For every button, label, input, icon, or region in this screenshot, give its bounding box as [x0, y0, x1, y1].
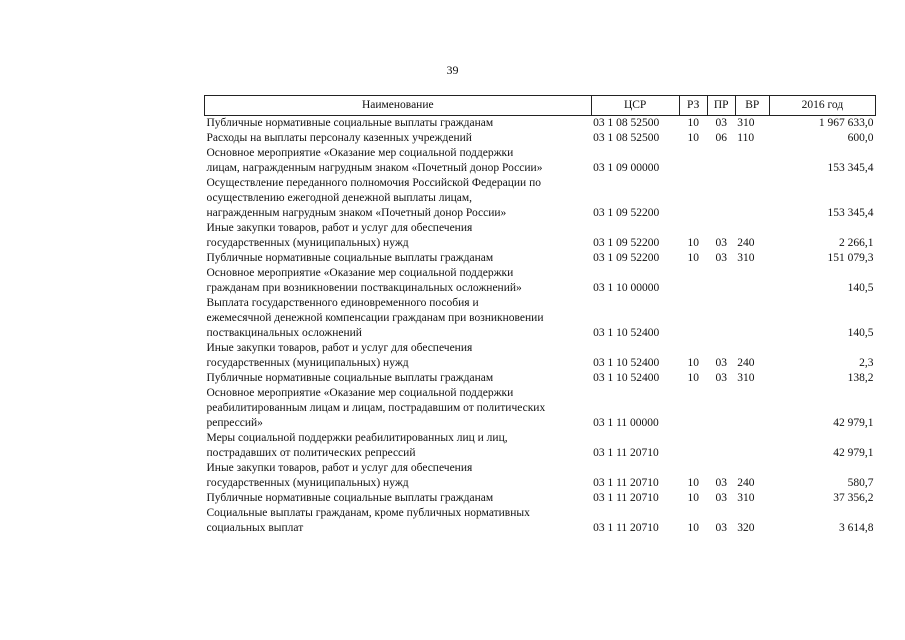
- row-pr: [707, 146, 735, 176]
- row-vr: [735, 176, 769, 221]
- row-vr: [735, 296, 769, 341]
- page-number: 39: [446, 63, 459, 77]
- row-name-line: Иные закупки товаров, работ и услуг для обеспечения: [206, 342, 473, 354]
- table-row: [205, 386, 876, 431]
- row-name-line: пострадавших от политических репрессий: [206, 447, 416, 459]
- table-row: [205, 221, 876, 251]
- row-rz: 10: [687, 492, 699, 504]
- row-name-line: Основное мероприятие «Оказание мер социальной поддержки: [206, 387, 514, 399]
- header-rz: РЗ: [679, 96, 707, 116]
- row-rz: [679, 386, 707, 431]
- row-csr: 03 1 11 20710: [593, 492, 659, 504]
- row-name-line: осуществлению ежегодной денежной выплаты лицам,: [206, 192, 473, 204]
- row-name: [205, 491, 592, 506]
- row-csr: 03 1 11 20710: [593, 477, 659, 489]
- row-name: [205, 296, 592, 341]
- row-amount: 140,5: [847, 327, 874, 339]
- row-csr: 03 1 11 20710: [593, 522, 659, 534]
- header-pr: ПР: [707, 96, 735, 116]
- row-vr: [735, 146, 769, 176]
- row-rz: 10: [687, 237, 699, 249]
- row-name: [205, 341, 592, 371]
- row-vr: 240: [737, 477, 755, 489]
- row-rz: 10: [687, 132, 699, 144]
- row-csr: 03 1 09 52200: [593, 207, 660, 219]
- row-name: [205, 146, 592, 176]
- row-rz: 10: [687, 477, 699, 489]
- row-rz: [679, 266, 707, 296]
- row-name-line: Иные закупки товаров, работ и услуг для обеспечения: [206, 462, 473, 474]
- row-name: [205, 251, 592, 266]
- row-csr: 03 1 11 00000: [593, 417, 659, 429]
- row-csr: 03 1 11 20710: [593, 447, 659, 459]
- row-pr: 03: [715, 357, 727, 369]
- row-vr: [735, 386, 769, 431]
- row-csr: 03 1 08 52500: [593, 132, 660, 144]
- row-name-line: ежемесячной денежной компенсации гражданам при возникновении: [206, 312, 544, 324]
- row-csr: 03 1 10 52400: [593, 327, 660, 339]
- row-pr: 03: [715, 372, 727, 384]
- row-pr: [707, 266, 735, 296]
- row-name: [205, 386, 592, 431]
- budget-table: [204, 95, 876, 536]
- row-name-line: Меры социальной поддержки реабилитированных лиц и лиц,: [206, 432, 508, 444]
- row-pr: [707, 176, 735, 221]
- row-vr: 240: [737, 237, 755, 249]
- row-rz: [679, 431, 707, 461]
- table-row: [205, 431, 876, 461]
- row-rz: 10: [687, 252, 699, 264]
- row-csr: 03 1 09 52200: [593, 237, 660, 249]
- table-row: [205, 506, 876, 536]
- row-amount: 153 345,4: [827, 162, 874, 174]
- row-csr: 03 1 10 00000: [593, 282, 660, 294]
- row-csr: 03 1 10 52400: [593, 372, 660, 384]
- row-csr: 03 1 08 52500: [593, 117, 660, 129]
- header-year: 2016 год: [769, 96, 875, 116]
- row-pr: [707, 431, 735, 461]
- table-row: [205, 461, 876, 491]
- row-name-line: Расходы на выплаты персоналу казенных учреждений: [206, 132, 472, 144]
- row-name: [205, 371, 592, 386]
- row-amount: 600,0: [847, 132, 874, 144]
- row-name-line: гражданам при возникновении поствакцинальных осложнений»: [206, 282, 522, 294]
- row-pr: 06: [715, 132, 727, 144]
- row-name-line: Публичные нормативные социальные выплаты гражданам: [206, 252, 494, 264]
- row-name: [205, 131, 592, 146]
- row-name-line: Выплата государственного единовременного пособия и: [206, 297, 479, 309]
- row-name-line: репрессий»: [206, 417, 263, 429]
- row-amount: 580,7: [847, 477, 874, 489]
- row-name-line: социальных выплат: [206, 522, 304, 534]
- table-row: [205, 341, 876, 371]
- row-rz: 10: [687, 372, 699, 384]
- row-pr: 03: [715, 237, 727, 249]
- row-vr: 240: [737, 357, 755, 369]
- row-amount: 1 967 633,0: [818, 117, 874, 129]
- row-amount: 153 345,4: [827, 207, 874, 219]
- row-vr: 310: [737, 492, 755, 504]
- row-name-line: государственных (муниципальных) нужд: [206, 477, 409, 489]
- row-name-line: государственных (муниципальных) нужд: [206, 237, 409, 249]
- row-amount: 151 079,3: [827, 252, 874, 264]
- row-name: [205, 116, 592, 132]
- table-row: [205, 491, 876, 506]
- row-rz: 10: [687, 117, 699, 129]
- table-body: [205, 116, 876, 537]
- table-row: [205, 251, 876, 266]
- row-amount: 140,5: [847, 282, 874, 294]
- row-name-line: Осуществление переданного полномочия Российской Федерации по: [206, 177, 541, 189]
- row-pr: 03: [715, 492, 727, 504]
- row-pr: [707, 296, 735, 341]
- row-name: [205, 431, 592, 461]
- row-vr: 310: [737, 117, 755, 129]
- row-vr: 310: [737, 252, 755, 264]
- row-rz: 10: [687, 522, 699, 534]
- row-pr: 03: [715, 522, 727, 534]
- row-pr: 03: [715, 117, 727, 129]
- table-row: [205, 266, 876, 296]
- table-row: [205, 146, 876, 176]
- row-name-line: Публичные нормативные социальные выплаты гражданам: [206, 492, 494, 504]
- table-row: [205, 371, 876, 386]
- row-name: [205, 221, 592, 251]
- row-name: [205, 266, 592, 296]
- row-vr: [735, 266, 769, 296]
- row-amount: 2 266,1: [839, 237, 874, 249]
- row-rz: 10: [687, 357, 699, 369]
- row-name-line: реабилитированным лицам и лицам, пострадавшим от политических: [206, 402, 546, 414]
- row-csr: 03 1 09 00000: [593, 162, 660, 174]
- row-name-line: государственных (муниципальных) нужд: [206, 357, 409, 369]
- row-amount: 2,3: [859, 357, 874, 369]
- row-amount: 42 979,1: [833, 417, 874, 429]
- row-pr: 03: [715, 252, 727, 264]
- row-name-line: награжденным нагрудным знаком «Почетный донор России»: [206, 207, 507, 219]
- row-amount: 42 979,1: [833, 447, 874, 459]
- table-header-row: [205, 96, 876, 116]
- row-name-line: лицам, награжденным нагрудным знаком «Почетный донор России»: [206, 162, 543, 174]
- row-name-line: Основное мероприятие «Оказание мер социальной поддержки: [206, 147, 514, 159]
- row-amount: 138,2: [847, 372, 874, 384]
- header-vr: ВР: [735, 96, 769, 116]
- row-rz: [679, 176, 707, 221]
- row-csr: 03 1 09 52200: [593, 252, 660, 264]
- table-row: [205, 176, 876, 221]
- row-pr: 03: [715, 477, 727, 489]
- row-name-line: Иные закупки товаров, работ и услуг для обеспечения: [206, 222, 473, 234]
- row-name-line: Публичные нормативные социальные выплаты гражданам: [206, 372, 494, 384]
- row-name-line: Основное мероприятие «Оказание мер социальной поддержки: [206, 267, 514, 279]
- row-name-line: Социальные выплаты гражданам, кроме публичных нормативных: [206, 507, 530, 519]
- row-vr: 110: [737, 132, 755, 144]
- row-vr: 310: [737, 372, 755, 384]
- header-csr: ЦСР: [591, 96, 679, 116]
- table-row: [205, 116, 876, 132]
- row-pr: [707, 386, 735, 431]
- table-row: [205, 131, 876, 146]
- row-name-line: поствакцинальных осложнений: [206, 327, 362, 339]
- row-amount: 37 356,2: [833, 492, 874, 504]
- row-rz: [679, 296, 707, 341]
- table-row: [205, 296, 876, 341]
- row-amount: 3 614,8: [839, 522, 874, 534]
- row-name: [205, 506, 592, 536]
- row-csr: 03 1 10 52400: [593, 357, 660, 369]
- row-vr: 320: [737, 522, 755, 534]
- row-name: [205, 176, 592, 221]
- header-name: Наименование: [205, 96, 592, 116]
- row-name: [205, 461, 592, 491]
- row-rz: [679, 146, 707, 176]
- row-name-line: Публичные нормативные социальные выплаты гражданам: [206, 117, 494, 129]
- row-vr: [735, 431, 769, 461]
